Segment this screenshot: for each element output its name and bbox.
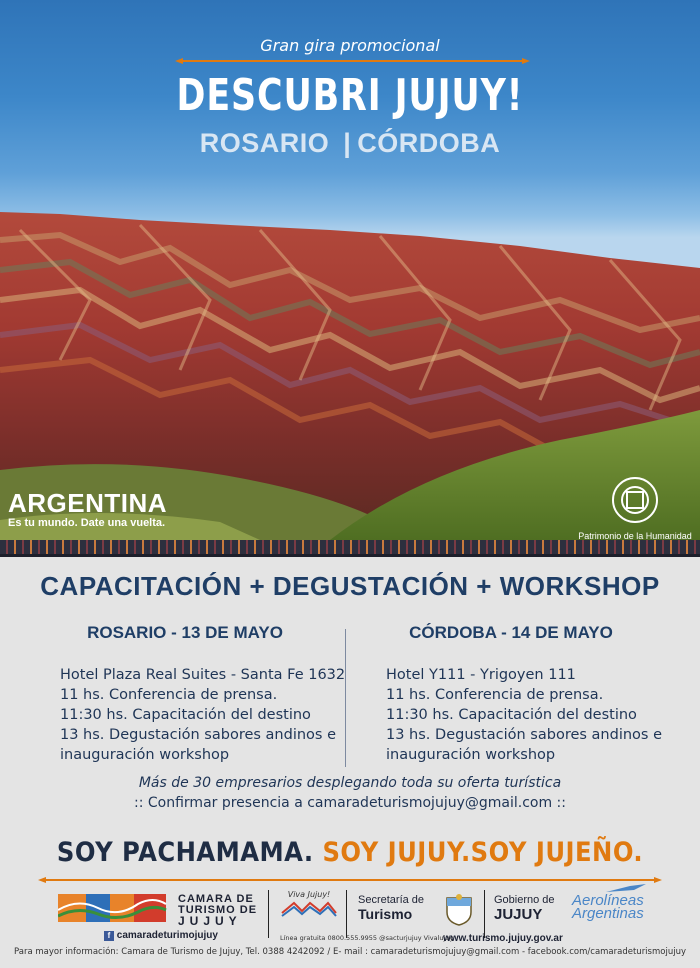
viva-stripes-icon (280, 899, 338, 917)
detail-line: 11:30 hs. Capacitación del destino (60, 707, 311, 723)
rosario-heading: ROSARIO - 13 DE MAYO (87, 623, 283, 642)
world-heritage-emblem-icon (610, 475, 660, 525)
detail-line: Hotel Plaza Real Suites - Santa Fe 1632 (60, 667, 346, 683)
detail-line: 11 hs. Conferencia de prensa. (386, 687, 604, 703)
detail-line: Hotel Y111 - Yrigoyen 111 (386, 667, 576, 683)
detail-line: 13 hs. Degustación sabores andinos e (60, 727, 336, 743)
camara-line1: CAMARA DE (178, 893, 254, 905)
detail-line: 11:30 hs. Capacitación del destino (386, 707, 637, 723)
subtitle: Gran gira promocional (260, 36, 440, 55)
cordoba-details (386, 665, 700, 765)
argentina-brand: ARGENTINA (8, 488, 168, 518)
main-title: DESCUBRI JUJUY! (176, 70, 524, 121)
top-ornament-line (175, 58, 530, 64)
argentina-tagline: Es tu mundo. Date una vuelta. (8, 517, 166, 529)
detail-line: 11 hs. Conferencia de prensa. (60, 687, 278, 703)
logo-divider (484, 890, 485, 938)
rosario-column (60, 623, 380, 765)
aerolineas-bird-icon (606, 884, 646, 894)
slogan-jujuy: SOY JUJUY. (322, 837, 471, 868)
website-link[interactable]: www.turismo.jujuy.gov.ar (443, 933, 563, 944)
info-panel (0, 557, 700, 968)
unesco-label: Patrimonio de la Humanidad (578, 531, 692, 540)
facebook-label: camaradeturimojujuy (116, 930, 218, 941)
logo-divider (268, 890, 269, 938)
detail-line: inauguración workshop (386, 747, 556, 763)
event-headline: CAPACITACIÓN + DEGUSTACIÓN + WORKSHOP (40, 571, 660, 601)
cities-line (0, 128, 700, 159)
camara-emblem-icon (58, 890, 170, 926)
facebook-handle[interactable] (104, 930, 218, 941)
viva-jujuy-logo (280, 890, 338, 921)
unesco-badge (575, 475, 695, 540)
camara-line2: TURISMO DE (178, 904, 258, 916)
city-cordoba: CÓRDOBA (357, 128, 501, 158)
rsvp-line[interactable]: :: Confirmar presencia a camaradeturismojujuy@gmail.com :: (134, 795, 566, 811)
secretaria-line2: Turismo (358, 906, 413, 922)
detail-line: 13 hs. Degustación sabores andinos e (386, 727, 662, 743)
secretaria-line1: Secretaría de (358, 894, 425, 906)
cordoba-heading: CÓRDOBA - 14 DE MAYO (409, 623, 613, 642)
contact-row: Línea gratuita 0800.555.9955 @sacturjujuy Vivalujuy (280, 934, 454, 942)
argentina-logo (8, 488, 167, 529)
aerolineas-line1: Aerolíneas (572, 892, 644, 909)
slogan-pachamama: SOY PACHAMAMA. (56, 837, 314, 868)
gobierno-line1: Gobierno de (494, 894, 555, 906)
aerolineas-line2: Argentinas (572, 905, 644, 922)
city-rosario: ROSARIO (199, 128, 330, 158)
secretaria-logo (358, 894, 424, 922)
gobierno-line2: JUJUY (494, 906, 543, 923)
slogan-jujeno: SOY JUJEÑO. (470, 837, 644, 868)
viva-text: Viva Jujuy! (287, 890, 331, 899)
cordoba-column (386, 623, 700, 765)
textile-band (0, 540, 700, 557)
detail-line: inauguración workshop (60, 747, 230, 763)
sponsor-logos (0, 882, 700, 942)
aerolineas-logo (572, 894, 644, 920)
city-separator: | (343, 128, 352, 158)
exhibitors-note: Más de 30 empresarios desplegando toda su oferta turística (138, 775, 562, 791)
camara-line3: JUJUY (178, 914, 242, 928)
province-shield-icon (444, 894, 474, 926)
gobierno-logo (494, 894, 555, 923)
rosario-details (60, 665, 380, 765)
camara-turismo-logo (58, 890, 258, 941)
footer-info: Para mayor información: Camara de Turismo de Jujuy, Tel. 0388 4242092 / E- mail : camaradeturismojujuy@gmail.com - facebook.com/camaradeturismojujuy (14, 947, 686, 957)
column-divider (345, 629, 346, 767)
slogan (35, 837, 665, 868)
logo-divider (346, 890, 347, 938)
camara-name (178, 894, 268, 927)
facebook-icon: f (104, 931, 114, 941)
